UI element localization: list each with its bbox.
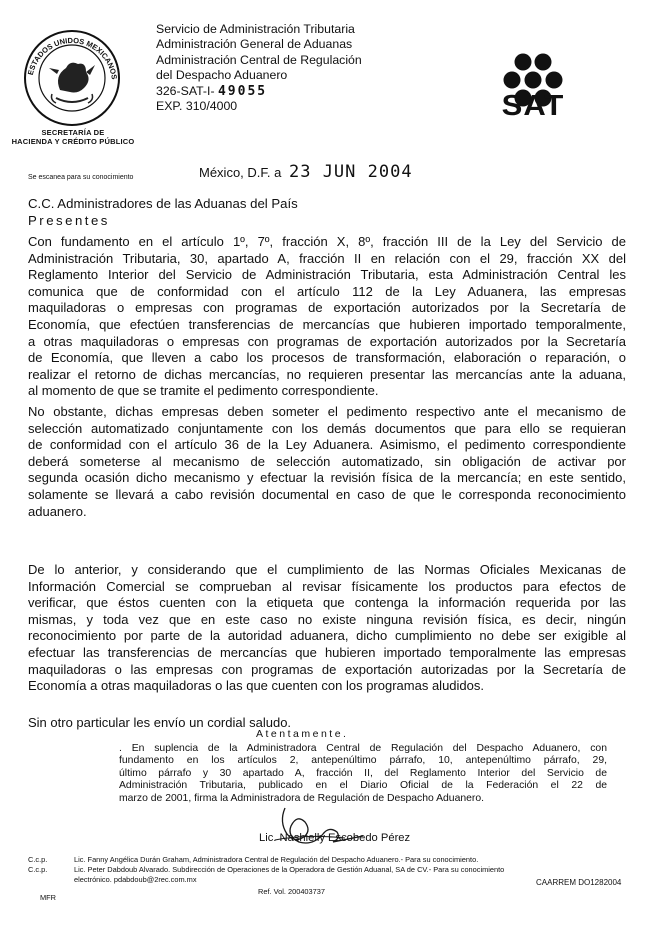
paragraph-line: Información Comercial se comprueban al revisar físicamente los productos para efectos de xyxy=(28,578,626,594)
sat-logo-text: SAT xyxy=(501,89,565,122)
paragraph-1 xyxy=(28,234,626,400)
header-line-1: Servicio de Administración Tributaria xyxy=(156,22,355,36)
paragraph-line: de conformidad con el artículo 36 de la Ley Aduanera. Asimismo, el pedimento correspondiente xyxy=(28,437,626,453)
paragraph-line: selección automatizado conjuntamente con los demás documentos que para ello se requieran xyxy=(28,420,626,436)
typist-initials: MFR xyxy=(40,893,57,902)
reference-volume: Ref. Vol. 200403737 xyxy=(258,887,325,896)
paragraph-line: verificar, que éstos cuenten con la etiqueta que contenga la información requerida por las xyxy=(28,595,626,611)
ccp-label: C.c.p. xyxy=(28,864,48,874)
ccp-label xyxy=(28,875,74,885)
paragraph-line: No obstante, dichas empresas deben someter el pedimento respectivo ante el mecanismo de xyxy=(28,404,626,419)
header-line-3: Administración Central de Regulación xyxy=(156,52,362,67)
paragraph-line: efectuar las transferencias de mercancías que hubieren importado temporalmente las empresas xyxy=(28,644,626,660)
paragraph-line: reconocimiento por parte de la autoridad aduanera, dicho cumplimiento no debe ser exigible al xyxy=(28,628,626,644)
suplencia-line: fundamento en los artículos 2, antepenúltimo párrafo, 10, antepenúltimo párrafo, 29, xyxy=(119,755,607,767)
seal-caption-line-2: HACIENDA Y CRÉDITO PÚBLICO xyxy=(11,137,135,146)
paragraph-2 xyxy=(28,404,626,520)
paragraph-3 xyxy=(28,562,626,695)
place-date xyxy=(199,162,413,182)
paragraph-line: Economía a otras maquiladoras o las que cuenten con los programas aludidos. xyxy=(28,678,484,694)
paragraph-line: de Economía, que lleven a cabo los procesos de transformación, elaboración o reparación, o xyxy=(28,350,626,366)
letterhead xyxy=(156,22,362,114)
ccp-text: Lic. Peter Dabdoub Alvarado. Subdirección de Operaciones de la Operadora de Gestión Aduanal, SA de CV.- Para su conocimiento xyxy=(74,864,505,874)
ccp-row xyxy=(28,855,638,865)
paragraph-line: De lo anterior, y considerando que el cumplimiento de las Normas Oficiales Mexicanas de xyxy=(28,562,626,577)
paragraph-line: maquiladoras o empresas con programas de exportación autorizados por la Secretaría de xyxy=(28,300,626,316)
date-stamp: 23 JUN 2004 xyxy=(288,162,413,182)
ccp-row xyxy=(28,865,638,875)
office-prefix: 326-SAT-I- xyxy=(156,83,215,98)
header-line-2: Administración General de Aduanas xyxy=(156,37,353,52)
greeting: Presentes xyxy=(28,213,110,228)
paragraph-line: deberá someterse al mecanismo de selección automatizado, sin obligación de activar por xyxy=(28,453,626,469)
suplencia-line: marzo de 2001, firma la Administradora de Regulación de Despacho Aduanero. xyxy=(119,792,485,804)
scan-note: Se escanea para su conocimiento xyxy=(28,174,134,181)
closing: Sin otro particular les envío un cordial saludo. xyxy=(28,715,292,730)
ccp-label: C.c.p. xyxy=(28,855,48,864)
paragraph-line: Reglamento Interior del Servicio de Administración Tributaria, esta Administración Central les xyxy=(28,267,626,283)
office-number-stamp: 49055 xyxy=(217,83,268,99)
seal-caption xyxy=(8,128,138,146)
handwritten-signature xyxy=(255,800,375,860)
seal-ring-text: ESTADOS UNIDOS MEXICANOS xyxy=(25,35,119,81)
coat-of-arms-seal xyxy=(22,28,122,128)
suplencia-note xyxy=(119,743,607,805)
paragraph-line: Con fundamento en el artículo 1º, 7º, fracción X, 8º, fracción III de la Ley del Servicio de xyxy=(28,234,626,249)
suplencia-line: último párrafo y 30 apartado A, fracción II, del Reglamento Interior del Servicio de xyxy=(119,767,607,779)
paragraph-line: aduanero. xyxy=(28,503,87,519)
paragraph-line: Economía, que efectúen transferencias de mercancías que hubieren importado temporalmente, xyxy=(28,316,626,332)
paragraph-line: solamente se llevará a cabo revisión documental en caso de que le corresponda reconocimiento xyxy=(28,486,626,502)
paragraph-line: a otras maquiladoras o empresas con programas de exportación autorizados por la Secretaría xyxy=(28,333,626,349)
paragraph-line: Administración Tributaria, 30, apartado A, fracción II en relación con el 29, fracción XX del xyxy=(28,250,626,266)
addressee: C.C. Administradores de las Aduanas del País xyxy=(28,196,298,211)
paragraph-line: maquiladoras o las empresas con programas de exportación autorizadas por la Secretaría de xyxy=(28,661,626,677)
ccp-text: Lic. Fanny Angélica Durán Graham, Administradora Central de Regulación del Despacho Aduanero.- Para su conocimiento. xyxy=(74,855,479,864)
paragraph-line: comunica que de conformidad con el artículo 112 de la Ley Aduanera, las empresas xyxy=(28,283,626,299)
suplencia-line: . En suplencia de la Administradora Central de Regulación del Despacho Aduanero, con xyxy=(119,743,607,754)
paragraph-line: al momento de que se tramite el pedimento correspondiente. xyxy=(28,383,379,399)
atentamente: Atentamente. xyxy=(256,728,349,740)
caarem-code: CAARREM DO1282004 xyxy=(536,878,622,887)
office-number-line xyxy=(156,84,362,99)
expediente: EXP. 310/4000 xyxy=(156,99,238,114)
header-line-4: del Despacho Aduanero xyxy=(156,68,288,83)
paragraph-line: segunda ocasión dicho mecanismo y efectuar la revisión física de la mercancía; en este sentido, xyxy=(28,470,626,486)
suplencia-line: Administración Tributaria, publicado en el Diario Oficial de la Federación el 22 de xyxy=(119,780,607,792)
paragraph-line: mismas, y toda vez que en este caso no existe ninguna revisión física, es decir, ningún xyxy=(28,611,626,627)
place: México, D.F. a xyxy=(199,165,282,180)
seal-caption-line-1: SECRETARÍA DE xyxy=(41,128,105,137)
ccp-text: electrónico. pdabdoub@2rec.com.mx xyxy=(74,874,197,884)
paragraph-line: realizar el retorno de dichas mercancías, no requieren presentar las mercancías ante la aduana, xyxy=(28,366,626,382)
signer-name: Lic. Nashielly Escobedo Pérez xyxy=(259,832,411,844)
